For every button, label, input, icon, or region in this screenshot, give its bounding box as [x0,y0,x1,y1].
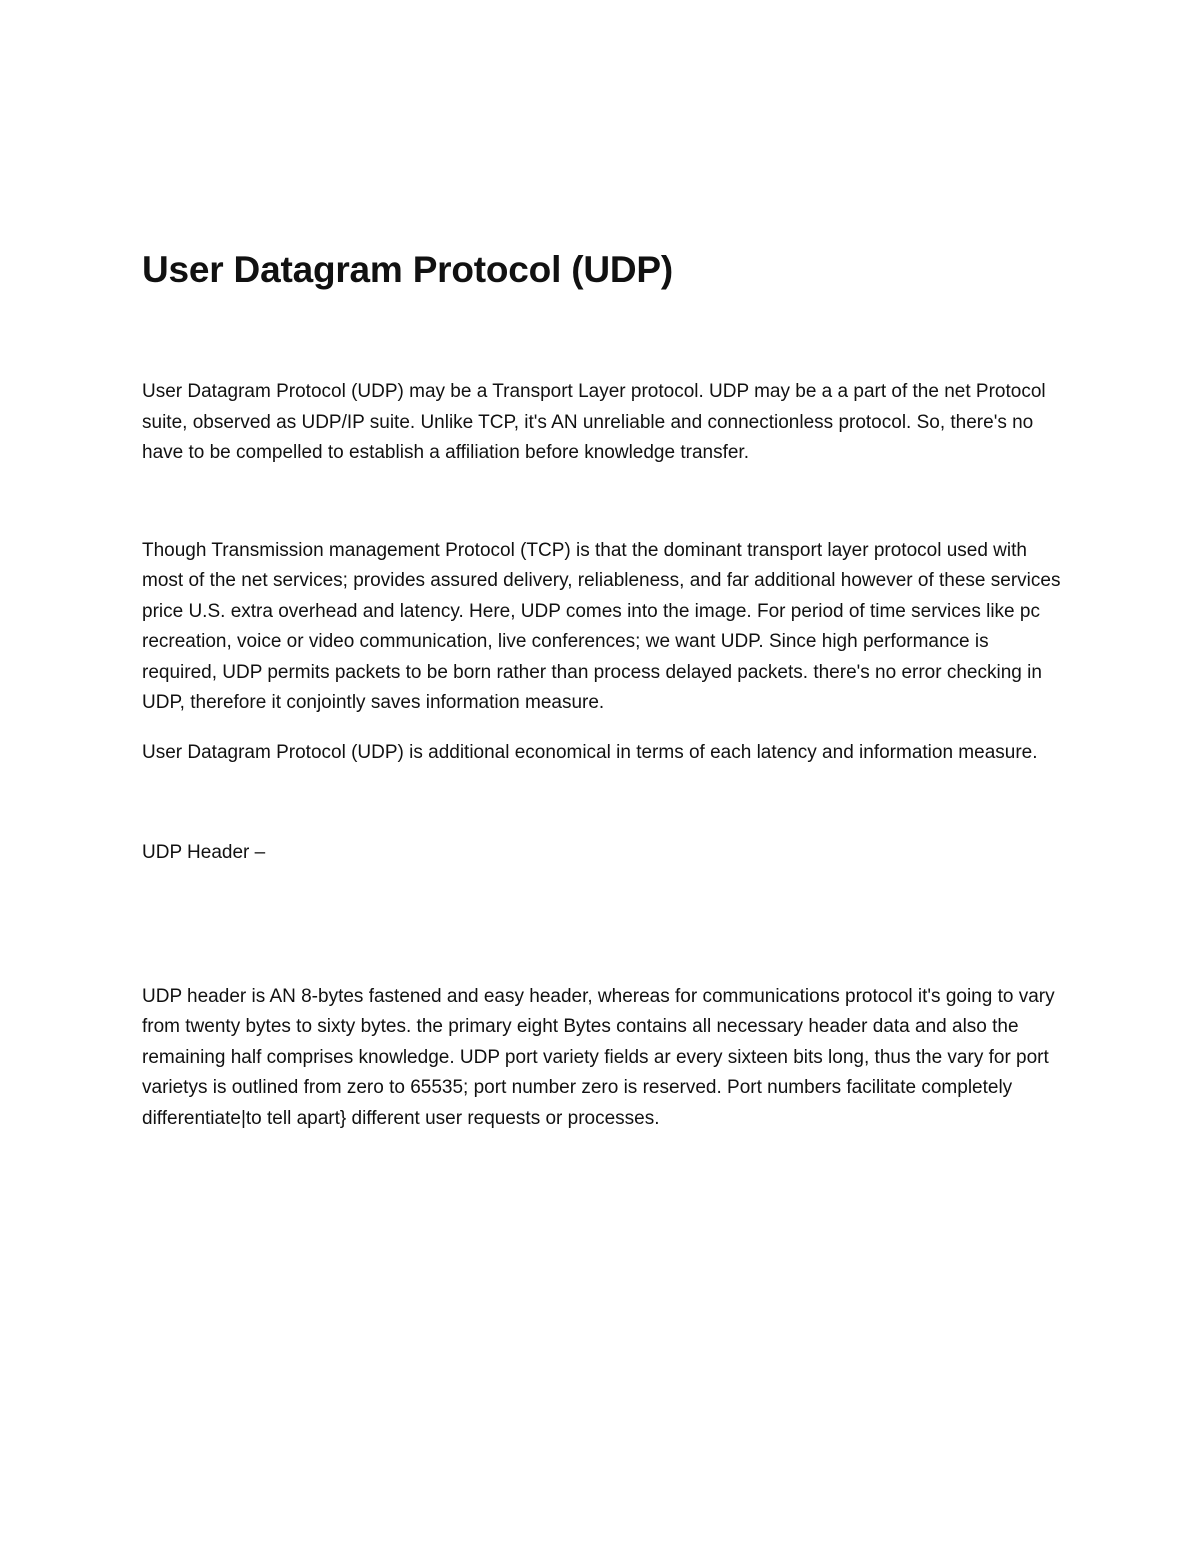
document-body [142,248,1062,1134]
section-heading-udp-header: UDP Header – [142,842,266,863]
paragraph-tcp-comparison: Though Transmission management Protocol (TCP) is that the dominant transport layer protocol used with most of the net services; provides assured delivery, reliableness, and far additional however of these services price U.S. extra overhead and latency. Here, UDP comes into the image. For period of time services like pc recreation, voice or video communication, live conferences; we want UDP. Since high performance is required, UDP permits packets to be born rather than process delayed packets. there's no error checking in UDP, therefore it conjointly saves information measure. [142,539,1061,713]
paragraph-udp-intro: User Datagram Protocol (UDP) may be a Transport Layer protocol. UDP may be a a part of the net Protocol suite, observed as UDP/IP suite. Unlike TCP, it's AN unreliable and connectionless protocol. So, there's no have to be compelled to establish a affiliation before knowledge transfer. [142,381,1046,463]
paragraph-udp-efficiency: User Datagram Protocol (UDP) is additional economical in terms of each latency and information measure. [142,741,1038,763]
document-title: User Datagram Protocol (UDP) [142,249,674,290]
paragraph-udp-header-details: UDP header is AN 8-bytes fastened and easy header, whereas for communications protocol it's going to vary from twenty bytes to sixty bytes. the primary eight Bytes contains all necessary header data and also the remaining half comprises knowledge. UDP port variety fields ar every sixteen bits long, thus the vary for port varietys is outlined from zero to 65535; port number zero is reserved. Port numbers facilitate completely differentiate|to tell apart} different user requests or processes. [142,985,1055,1129]
